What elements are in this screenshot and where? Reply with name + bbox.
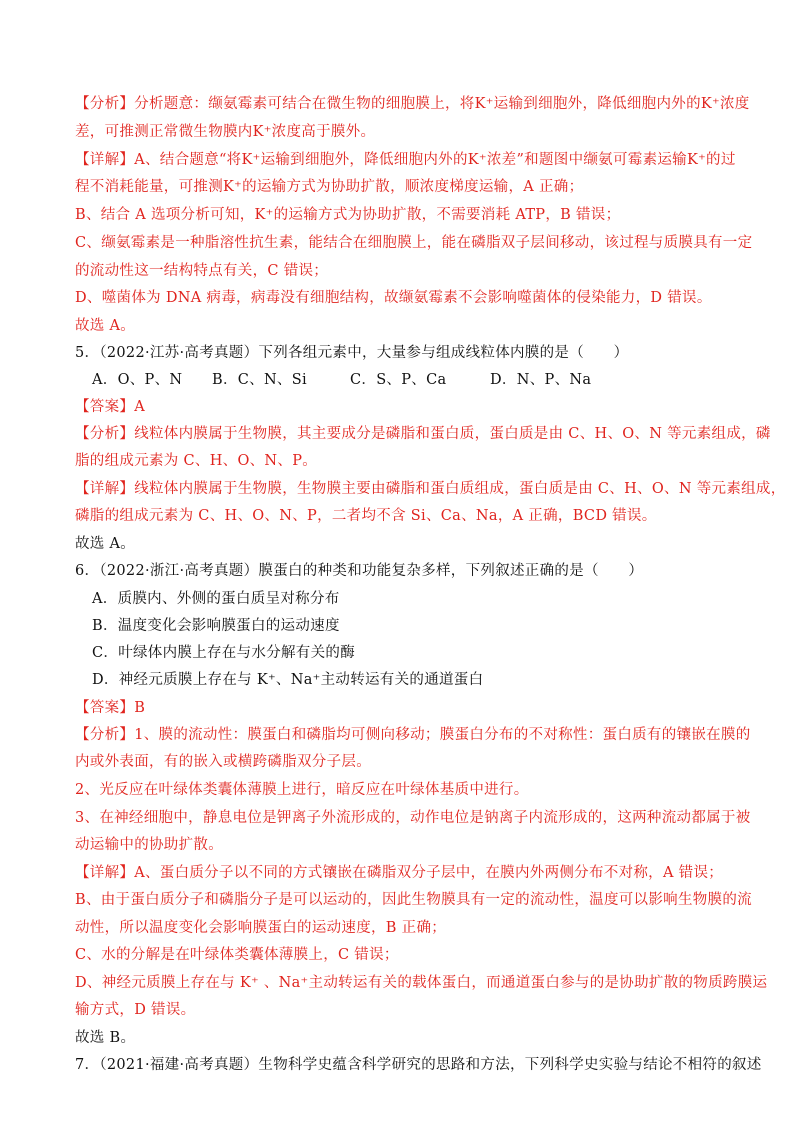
- q6-detail-line-1: 【详解】A、蛋白质分子以不同的方式镶嵌在磷脂双分子层中，在膜内外两侧分布不对称，A 错误；: [75, 865, 724, 881]
- prev-detail-line-1: 【详解】A、结合题意“将K⁺运输到细胞外，降低细胞内外的K⁺浓差”和题图中缬氨可霉素运输K⁺的过: [75, 152, 736, 168]
- q6-analysis-line-1: 【分析】1、膜的流动性：膜蛋白和磷脂均可侧向移动；膜蛋白分布的不对称性：蛋白质有的镶嵌在膜的: [75, 727, 751, 743]
- q5-option-b: B．C、N、Si: [212, 372, 307, 388]
- q6-detail-line-3: 动性，所以温度变化会影响膜蛋白的运动速度，B 正确；: [75, 920, 447, 936]
- q6-analysis-line-3: 2、光反应在叶绿体类囊体薄膜上进行，暗反应在叶绿体基质中进行。: [75, 782, 529, 798]
- prev-detail-line-2: 程不消耗能量，可推测K⁺的运输方式为协助扩散，顺浓度梯度运输，A 正确；: [75, 179, 584, 195]
- prev-detail-line-5: 的流动性这一结构特点有关，C 错误；: [75, 263, 329, 279]
- q6-detail-line-5: D、神经元质膜上存在与 K⁺ 、Na⁺主动转运有关的载体蛋白，而通道蛋白参与的是协助扩散的物质跨膜运: [75, 975, 768, 991]
- q5-detail-line-2: 磷脂的组成元素为 C、H、O、N、P，二者均不含 Si、Ca、Na，A 正确，BCD 错误。: [75, 508, 657, 524]
- q6-option-a: A．质膜内、外侧的蛋白质呈对称分布: [92, 591, 340, 607]
- q5-stem: 5．（2022·江苏·高考真题）下列各组元素中，大量参与组成线粒体内膜的是（ ）: [75, 345, 629, 361]
- q6-detail-line-2: B、由于蛋白质分子和磷脂分子是可以运动的，因此生物膜具有一定的流动性，温度可以影响生物膜的流: [75, 892, 752, 908]
- q6-analysis-line-4: 3、在神经细胞中，静息电位是钾离子外流形成的，动作电位是钠离子内流形成的，这两种流动都属于被: [75, 810, 751, 826]
- q6-option-b: B．温度变化会影响膜蛋白的运动速度: [92, 618, 340, 634]
- q6-analysis-line-2: 内或外表面，有的嵌入或横跨磷脂双分子层。: [75, 754, 371, 770]
- q5-conclusion: 故选 A。: [75, 536, 136, 552]
- prev-detail-line-4: C、缬氨霉素是一种脂溶性抗生素，能结合在细胞膜上，能在磷脂双子层间移动，该过程与质膜具有一定: [75, 235, 753, 251]
- q7-stem: 7．（2021·福建·高考真题）生物科学史蕴含科学研究的思路和方法，下列科学史实验与结论不相符的叙述: [75, 1057, 762, 1073]
- prev-conclusion: 故选 A。: [75, 318, 136, 334]
- q6-detail-line-4: C、水的分解是在叶绿体类囊体薄膜上，C 错误；: [75, 947, 399, 963]
- q6-conclusion: 故选 B。: [75, 1030, 136, 1046]
- q6-stem: 6．（2022·浙江·高考真题）膜蛋白的种类和功能复杂多样，下列叙述正确的是（ ）: [75, 563, 644, 579]
- q5-answer: 【答案】A: [75, 399, 145, 415]
- q5-option-a: A．O、P、N: [92, 372, 183, 388]
- q6-option-d: D．神经元质膜上存在与 K⁺、Na⁺主动转运有关的通道蛋白: [92, 672, 484, 688]
- prev-detail-line-6: D、噬菌体为 DNA 病毒，病毒没有细胞结构，故缬氨霉素不会影响噬菌体的侵染能力，D 错误。: [75, 290, 712, 306]
- q5-analysis-line-2: 脂的组成元素为 C、H、O、N、P。: [75, 453, 318, 469]
- prev-analysis-line-1: 【分析】分析题意：缬氨霉素可结合在微生物的细胞膜上，将K⁺运输到细胞外，降低细胞内外的K⁺浓度: [75, 96, 750, 112]
- q5-analysis-line-1: 【分析】线粒体内膜属于生物膜，其主要成分是磷脂和蛋白质，蛋白质是由 C、H、O、N 等元素组成，磷: [75, 426, 771, 442]
- q5-options: [92, 370, 732, 390]
- q5-detail-line-1: 【详解】线粒体内膜属于生物膜，生物膜主要由磷脂和蛋白质组成，蛋白质是由 C、H、O、N 等元素组成，: [75, 481, 786, 497]
- q5-option-d: D．N、P、Na: [490, 372, 592, 388]
- q6-detail-line-6: 输方式，D 错误。: [75, 1002, 196, 1018]
- q6-answer: 【答案】B: [75, 700, 146, 716]
- prev-detail-line-3: B、结合 A 选项分析可知，K⁺的运输方式为协助扩散，不需要消耗 ATP，B 错误；: [75, 207, 621, 223]
- q6-option-c: C．叶绿体内膜上存在与水分解有关的酶: [92, 645, 355, 661]
- q5-option-c: C．S、P、Ca: [350, 372, 447, 388]
- q6-analysis-line-5: 动运输中的协助扩散。: [75, 837, 223, 853]
- prev-analysis-line-2: 差，可推测正常微生物膜内K⁺浓度高于膜外。: [75, 124, 376, 140]
